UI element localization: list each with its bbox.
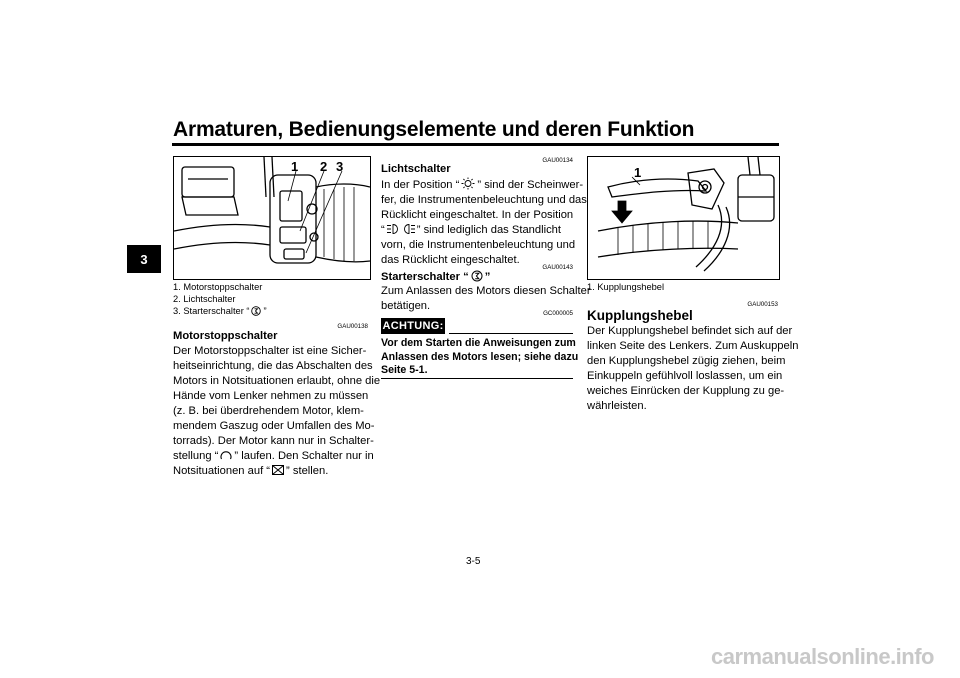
clutch-lever-illustration: [587, 156, 780, 280]
section-code: GAU00143: [542, 264, 573, 271]
heading-motorstoppschalter: Motorstoppschalter: [173, 330, 278, 342]
paragraph-starterschalter: Zum Anlassen des Motors diesen Schalter betätigen.: [381, 285, 591, 312]
paragraph-lichtschalter: In der Position “ ” sind der Scheinwer- fer, die Instrumentenbeleuchtung und das Rücklicht eingeschaltet. In der Position “ ” sind lediglich das Standlicht vorn, die Instrumentenbeleuchtung und das Rücklicht eingeschaltet.: [381, 179, 587, 266]
position-light-icon: [386, 223, 416, 235]
switch-illustration: [173, 156, 371, 280]
paragraph-kupplungshebel: Der Kupplungshebel befindet sich auf der linken Seite des Lenkers. Zum Auskuppeln den Kupplungshebel zügig ziehen, beim Einkuppeln gefühlvoll loslassen, um ein weiches Einrücken der Kupplung zu ge- währleisten.: [587, 325, 799, 412]
section-code: GAU00138: [337, 323, 368, 330]
warning-code: GC000005: [543, 310, 573, 317]
paragraph-motorstoppschalter: Der Motorstoppschalter ist eine Sicher- heitseinrichtung, die das Abschalten des Motors in Notsituationen erlaubt, ohne die Hände vom Lenker nehmen zu müssen (z. B. bei überdrehendem Motor, klem- mendem Gaszug oder Umfallen des Mo- torrads). Der Motor kann nur in Schalter- stellung “ ” laufen. Den Schalter nur in Notsituationen auf “ ” stellen.: [173, 345, 381, 477]
callout-2: 2: [320, 159, 328, 174]
callout-3: 3: [336, 159, 344, 174]
chapter-tab: 3: [127, 245, 161, 273]
caption-1: 1. Motorstoppschalter: [173, 282, 263, 292]
starter-icon: [250, 306, 262, 316]
callout-1: 1: [291, 159, 299, 174]
page-number: 3-5: [466, 556, 481, 567]
callout-1: 1: [634, 165, 642, 180]
heading-lichtschalter: Lichtschalter: [381, 163, 451, 175]
title-rule: [172, 143, 779, 146]
warning-end-rule: [381, 378, 573, 379]
heading-kupplungshebel: Kupplungshebel: [587, 308, 693, 323]
headlight-icon: [460, 177, 476, 190]
caption-3: 3. Starterschalter “ ”: [173, 306, 267, 316]
heading-starterschalter: Starterschalter “ ”: [381, 271, 491, 283]
section-code: GAU00134: [542, 157, 573, 164]
caption-kupplungshebel: 1. Kupplungshebel: [587, 282, 665, 292]
off-icon: [271, 464, 285, 476]
run-icon: [219, 449, 233, 461]
warning-label: ACHTUNG:: [382, 320, 444, 332]
warning-rule: [449, 333, 573, 334]
section-code: GAU00153: [747, 301, 778, 308]
page-title: Armaturen, Bedienungselemente und deren Funktion: [173, 118, 695, 141]
starter-icon: [470, 270, 484, 282]
warning-text: Vor dem Starten die Anweisungen zum Anlassen des Motors lesen; siehe dazu Seite 5-1.: [381, 337, 579, 376]
watermark: carmanualsonline.info: [711, 644, 934, 669]
caption-2: 2. Lichtschalter: [173, 294, 236, 304]
